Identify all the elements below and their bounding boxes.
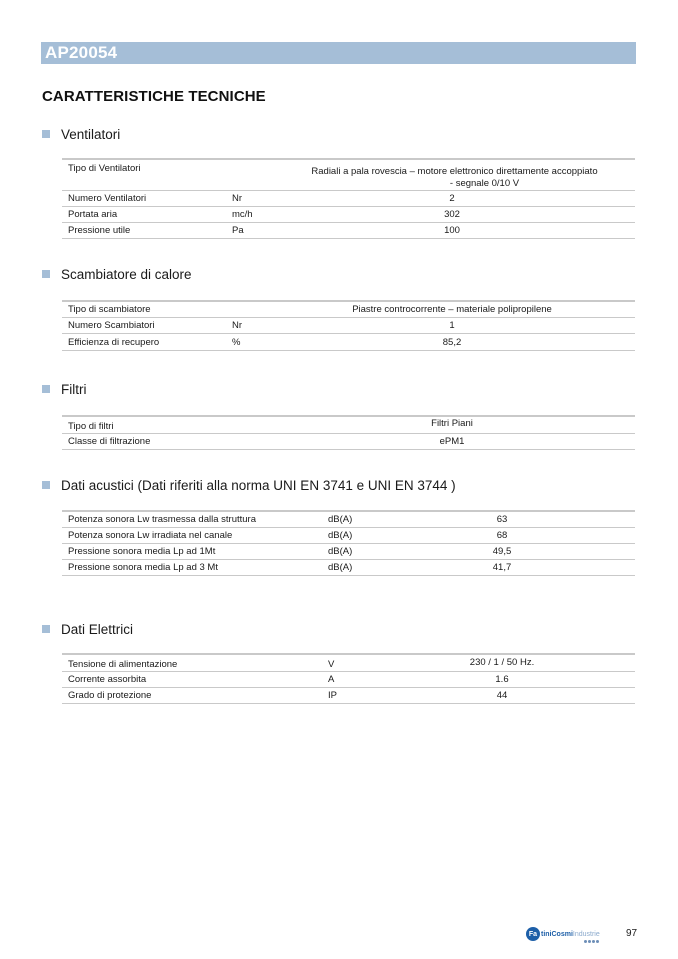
row-value: 41,7	[492, 562, 512, 573]
table-row	[62, 655, 635, 672]
row-unit: Nr	[232, 320, 243, 331]
product-code: AP20054	[45, 43, 118, 62]
row-value: ePM1	[439, 436, 465, 447]
section-label: Ventilatori	[61, 126, 121, 142]
square-bullet-icon	[42, 270, 50, 278]
table-row	[62, 417, 635, 434]
row-label: Potenza sonora Lw trasmessa dalla struttura	[68, 514, 256, 525]
row-label: Tipo di filtri	[68, 421, 114, 432]
section-title-filtri	[42, 381, 87, 397]
table-row	[62, 160, 635, 191]
section-label: Filtri	[61, 381, 87, 397]
row-label: Numero Scambiatori	[68, 320, 155, 331]
table-filtri	[62, 415, 635, 450]
logo-brand: tiniCosmi	[541, 930, 573, 938]
logo-wordmark	[541, 931, 600, 938]
table-row	[62, 207, 635, 223]
row-value: Piastre controcorrente – materiale polipropilene	[352, 304, 552, 315]
row-unit: dB(A)	[328, 562, 353, 573]
table-row	[62, 560, 635, 576]
row-label: Portata aria	[68, 209, 118, 220]
table-row	[62, 334, 635, 351]
section-label: Dati Elettrici	[61, 621, 134, 637]
section-title-scambiatore	[42, 266, 192, 282]
logo-dots-icon	[584, 940, 599, 943]
square-bullet-icon	[42, 130, 50, 138]
row-unit: Nr	[232, 193, 243, 204]
company-logo	[526, 927, 600, 941]
table-row	[62, 223, 635, 239]
table-row	[62, 688, 635, 704]
square-bullet-icon	[42, 385, 50, 393]
row-value: 100	[444, 225, 460, 236]
row-value: 85,2	[442, 337, 462, 348]
row-label: Tensione di alimentazione	[68, 659, 178, 670]
row-label: Grado di protezione	[68, 690, 152, 701]
row-label: Efficienza di recupero	[68, 337, 160, 348]
row-unit: A	[328, 674, 335, 685]
row-label: Potenza sonora Lw irradiata nel canale	[68, 530, 233, 541]
row-value-line2: - segnale 0/10 V	[449, 178, 520, 189]
row-value: 44	[496, 690, 508, 701]
row-value: 1.6	[495, 674, 509, 685]
page-number: 97	[626, 928, 638, 939]
row-label: Tipo di scambiatore	[68, 304, 151, 315]
table-row	[62, 302, 635, 318]
row-label: Corrente assorbita	[68, 674, 147, 685]
square-bullet-icon	[42, 481, 50, 489]
section-label: Scambiatore di calore	[61, 266, 192, 282]
row-unit: mc/h	[232, 209, 253, 220]
section-title-ventilatori	[42, 126, 120, 142]
table-ventilatori	[62, 158, 635, 239]
row-unit: %	[232, 337, 241, 348]
table-elettrici	[62, 653, 635, 704]
square-bullet-icon	[42, 625, 50, 633]
table-acustici	[62, 510, 635, 576]
row-label: Pressione sonora media Lp ad 3 Mt	[68, 562, 218, 573]
logo-mark-icon: Fa	[526, 927, 540, 941]
row-value: 68	[496, 530, 508, 541]
section-title-acustici	[42, 477, 456, 493]
row-label: Pressione sonora media Lp ad 1Mt	[68, 546, 216, 557]
row-unit: dB(A)	[328, 546, 353, 557]
section-title-elettrici	[42, 621, 133, 637]
row-label: Classe di filtrazione	[68, 436, 151, 447]
section-label: Dati acustici (Dati riferiti alla norma UNI EN 3741 e UNI EN 3744 )	[61, 477, 456, 493]
row-unit: IP	[328, 690, 337, 701]
logo-suffix: Industrie	[572, 930, 600, 938]
row-value: 2	[449, 193, 455, 204]
table-row	[62, 318, 635, 334]
row-value: 1	[449, 320, 455, 331]
row-value: 49,5	[492, 546, 512, 557]
row-unit: dB(A)	[328, 514, 353, 525]
page-title: CARATTERISTICHE TECNICHE	[42, 88, 266, 105]
table-row	[62, 544, 635, 560]
table-row	[62, 528, 635, 544]
row-unit: Pa	[232, 225, 244, 236]
row-value: 63	[496, 514, 508, 525]
table-row	[62, 434, 635, 450]
row-value: Filtri Piani	[431, 418, 473, 429]
row-value: 302	[444, 209, 460, 220]
row-label: Pressione utile	[68, 225, 131, 236]
table-row	[62, 512, 635, 528]
product-code-bar	[41, 42, 636, 64]
row-unit: dB(A)	[328, 530, 353, 541]
row-label: Numero Ventilatori	[68, 193, 147, 204]
row-unit: V	[328, 659, 335, 670]
row-label: Tipo di Ventilatori	[68, 163, 141, 174]
table-row	[62, 191, 635, 207]
row-value: Radiali a pala rovescia – motore elettronico direttamente accoppiato	[311, 166, 598, 177]
table-row	[62, 672, 635, 688]
table-scambiatore	[62, 300, 635, 351]
row-value: 230 / 1 / 50 Hz.	[469, 657, 535, 668]
